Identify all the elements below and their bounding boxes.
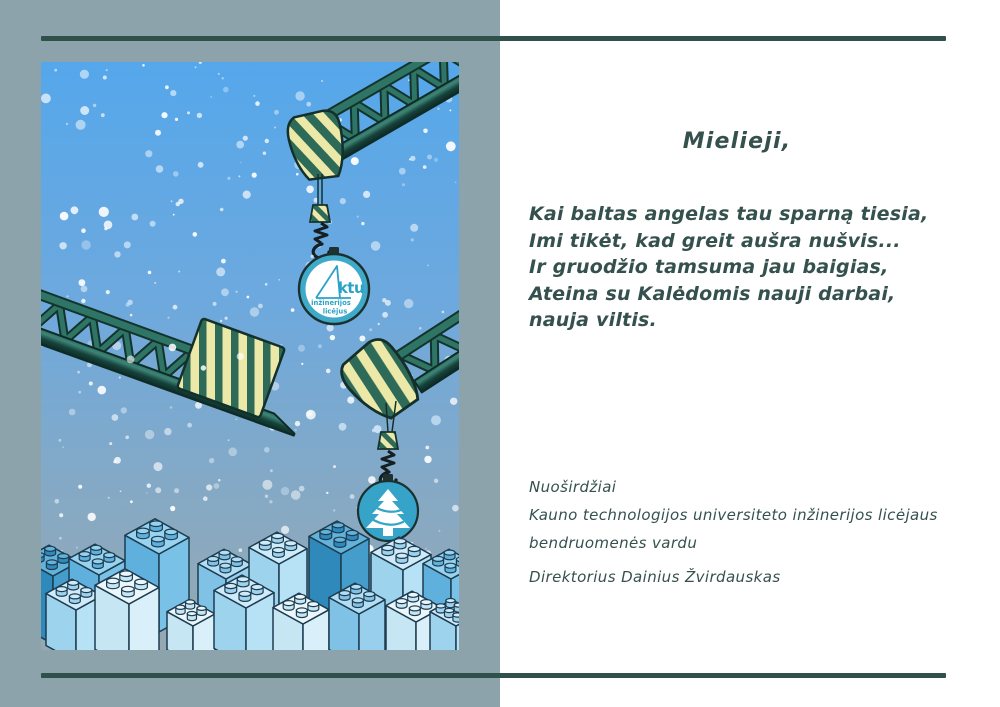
poem-line: Ir gruodžio tamsuma jau baigias, [529,256,889,278]
cable-weight [310,205,330,222]
poem-line: Ateina su Kalėdomis nauji darbai, [529,282,896,305]
poem-line: nauja viltis. [529,309,657,331]
signature-block [529,473,938,591]
cable-weight [378,432,398,449]
card-illustration [41,62,459,650]
ktu-logo-text: ktu [337,279,365,297]
greeting-title: Mielieji, [682,129,792,154]
signoff-line: Direktorius Dainius Žvirdauskas [529,568,781,586]
ktu-logo-subtext-2: licėjus [322,307,348,316]
signature-line: Kauno technologijos universiteto inžinerijos licėjaus [529,506,938,524]
signature-line: bendruomenės vardu [529,534,698,552]
bottom-rule [41,673,946,678]
poem [529,201,928,334]
signature-line: Nuoširdžiai [529,478,617,496]
poem-line: Imi tikėt, kad greit aušra nušvis... [529,229,901,252]
top-rule [41,36,946,41]
ktu-logo-subtext-1: inžinerijos [311,299,351,307]
poem-line: Kai baltas angelas tau sparną tiesia, [529,203,929,225]
